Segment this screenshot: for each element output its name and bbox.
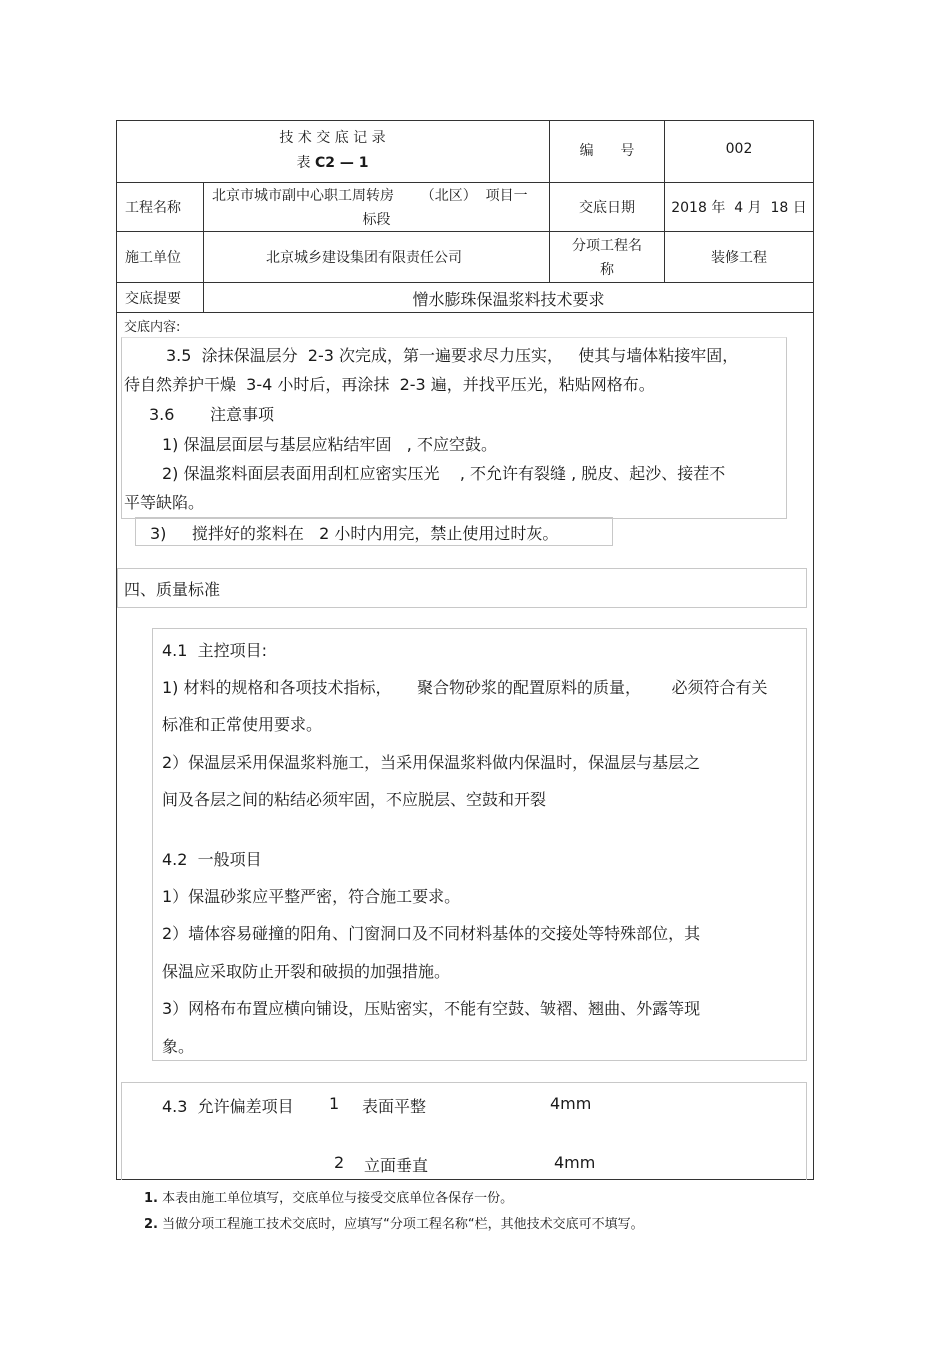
section3-item2-line2: 平等缺陷。 (124, 493, 205, 512)
general-item3-line1: 3）网格布布置应横向铺设，压贴密实，不能有空鼓、皱褶、翘曲、外露等现 (162, 999, 701, 1018)
row-divider (116, 231, 814, 232)
footnote-2-number: 2. (144, 1217, 158, 1232)
table-border-right (813, 120, 814, 1180)
summary-label: 交底提要 (125, 291, 181, 307)
section3-paragraph-line2: 待自然养护干燥 3-4 小时后，再涂抹 2-3 遍，并找平压光，粘贴网格布。 (124, 375, 655, 394)
unit-label: 施工单位 (125, 250, 181, 266)
form-code (116, 152, 549, 172)
date-label: 交底日期 (579, 200, 635, 216)
row-divider (116, 282, 814, 283)
footnote-1-text: 本表由施工单位填写，交底单位与接受交底单位各保存一份。 (162, 1191, 514, 1206)
section3-paragraph-line1: 3.5 涂抹保温层分 2-3 次完成，第一遍要求尽力压实， 使其与墙体粘接牢固， (166, 346, 739, 365)
tolerance-row1-value: 4mm (550, 1094, 592, 1113)
general-item1: 1）保温砂浆应平整严密，符合施工要求。 (162, 887, 461, 906)
general-item3-line2: 象。 (162, 1037, 195, 1056)
form-code-prefix: 表 (296, 155, 311, 171)
subitem-label-line1: 分项工程名 (572, 238, 642, 254)
tolerance-row1-no: 1 (329, 1094, 340, 1113)
row-divider (116, 182, 814, 183)
tolerance-row2-item: 立面垂直 (364, 1156, 429, 1175)
general-item2-line2: 保温应采取防止开裂和破损的加强措施。 (162, 962, 451, 981)
section4-heading-box (117, 568, 807, 608)
date-value: 2018 年 4 月 18 日 (671, 200, 807, 216)
table-border-left (116, 120, 117, 1180)
section3-heading: 3.6 注意事项 (149, 405, 275, 424)
unit-value: 北京城乡建设集团有限责任公司 (266, 250, 462, 266)
project-name-line2: 标段 (362, 212, 391, 228)
tolerance-heading: 4.3 允许偏差项目 (162, 1097, 294, 1116)
subitem-value: 装修工程 (711, 250, 767, 266)
main-item2-line2: 间及各层之间的粘结必须牢固，不应脱层、空鼓和开裂 (162, 790, 547, 809)
table-border-top (116, 120, 814, 121)
general-item2-line1: 2）墙体容易碰撞的阳角、门窗洞口及不同材料基体的交接处等特殊部位，其 (162, 924, 701, 943)
main-item2-line1: 2）保温层采用保温浆料施工，当采用保温浆料做内保温时，保温层与基层之 (162, 753, 701, 772)
tolerance-row2-value: 4mm (554, 1153, 596, 1172)
tolerance-row1-item: 表面平整 (362, 1097, 427, 1116)
row-divider (116, 312, 814, 313)
content-label: 交底内容: (124, 320, 181, 335)
number-label: 编 号 (579, 143, 635, 159)
footnote-2 (144, 1213, 644, 1232)
general-heading: 4.2 一般项目 (162, 850, 262, 869)
footnote-2-text: 当做分项工程施工技术交底时，应填写“分项工程名称“栏，其他技术交底可不填写。 (162, 1217, 644, 1232)
project-name-label: 工程名称 (125, 200, 181, 216)
number-value: 002 (725, 141, 753, 157)
main-control-heading: 4.1 主控项目: (162, 641, 268, 660)
summary-value: 憎水膨珠保温浆料技术要求 (412, 290, 605, 309)
main-item1-line2: 标准和正常使用要求。 (162, 715, 323, 734)
form-title: 技 术 交 底 记 录 (279, 130, 386, 146)
subitem-label-line2: 称 (600, 262, 614, 278)
main-item1-line1: 1) 材料的规格和各项技术指标， 聚合物砂浆的配置原料的质量， 必须符合有关 (162, 678, 768, 697)
form-code-value: C2 — 1 (314, 155, 369, 171)
section4-heading: 四、质量标准 (124, 580, 221, 599)
footnote-1 (144, 1187, 513, 1206)
project-name-line1: 北京市城市副中心职工周转房 （北区） 项目一 (212, 188, 528, 204)
tolerance-row2-no: 2 (334, 1153, 345, 1172)
section3-item2-line1: 2) 保温浆料面层表面用刮杠应密实压光 , 不允许有裂缝 , 脱皮、起沙、接茬不 (162, 464, 726, 483)
section3-item1: 1) 保温层面层与基层应粘结牢固 , 不应空鼓。 (162, 435, 497, 454)
section3-item3: 3) 搅拌好的浆料在 2 小时内用完，禁止使用过时灰。 (150, 524, 559, 543)
footnote-1-number: 1. (144, 1191, 158, 1206)
